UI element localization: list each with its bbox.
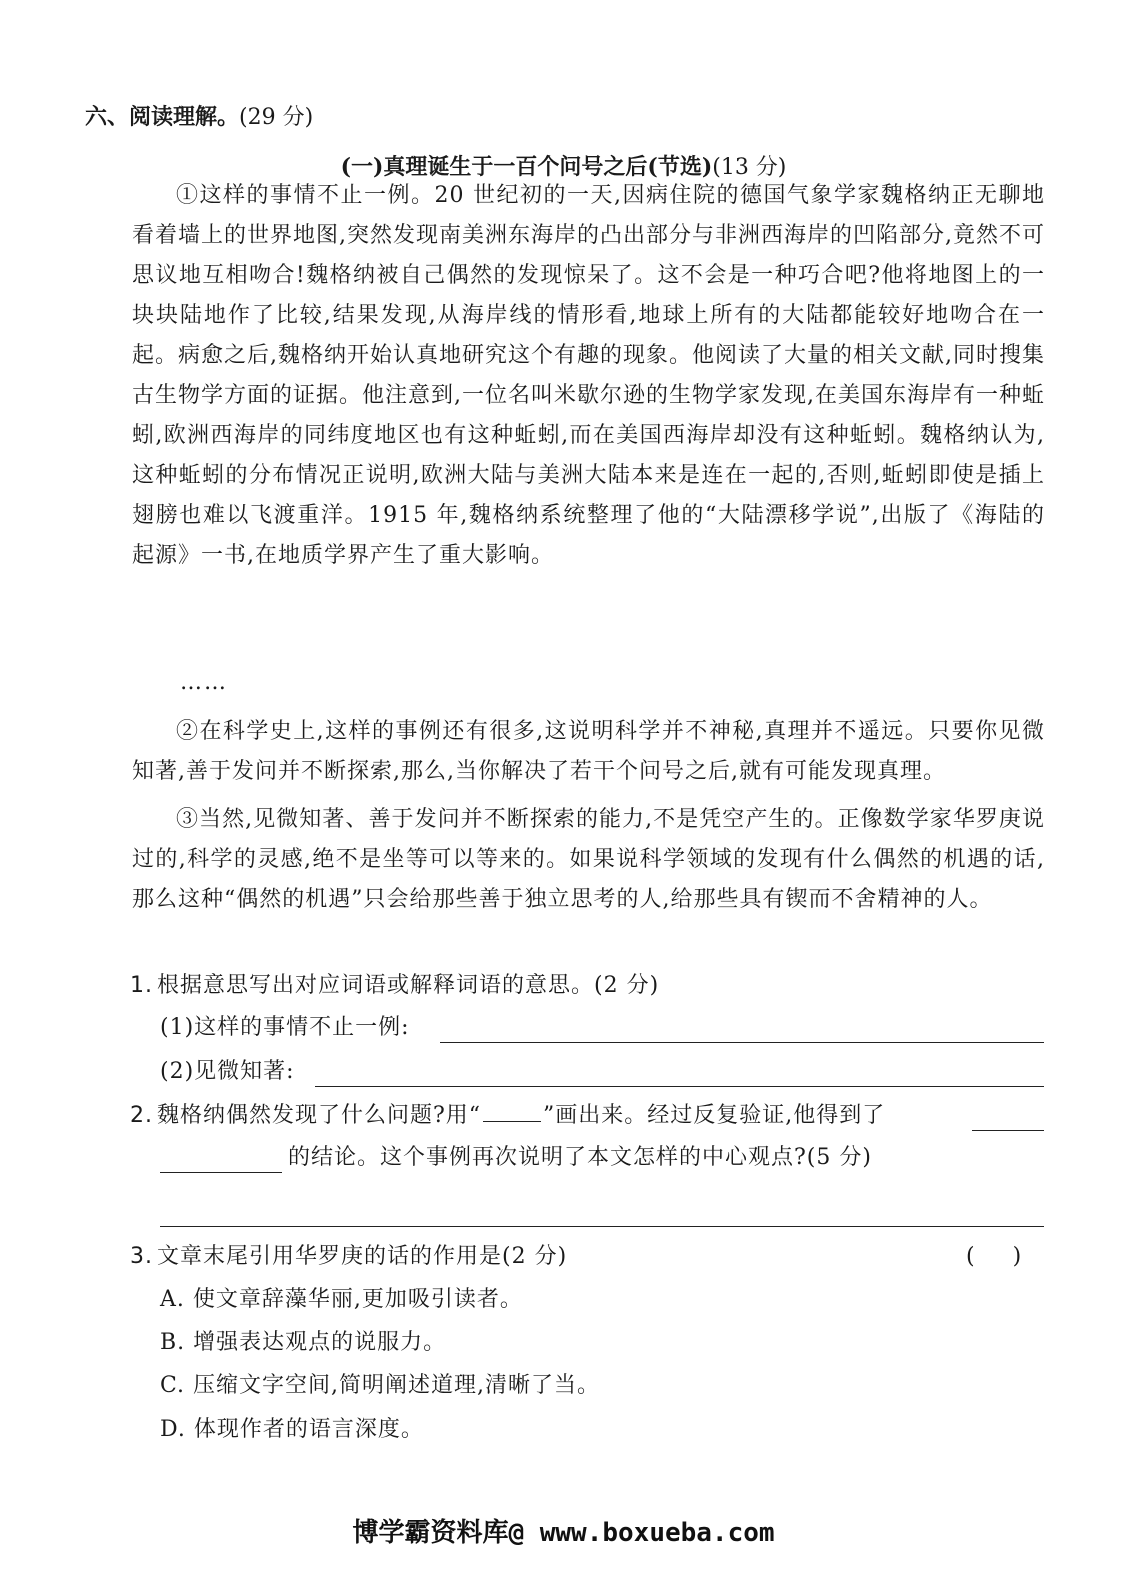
passage-points: (13 分) (712, 155, 787, 180)
question-2 (130, 1096, 885, 1136)
watermark: 博学霸资料库@ www.boxueba.com (352, 1518, 775, 1548)
question-3-text: 文章末尾引用华罗庚的话的作用是(2 分) (157, 1244, 568, 1269)
question-2-number: 2. (130, 1103, 153, 1128)
underline-sample (483, 1099, 541, 1122)
answer-line-2[interactable] (160, 1226, 1044, 1227)
question-3-number: 3. (130, 1244, 153, 1269)
question-1-sub-2: (2)见微知著: (160, 1059, 295, 1084)
question-1-sub-1: (1)这样的事情不止一例: (160, 1015, 410, 1040)
question-2-text-b: ”画出来。经过反复验证,他得到了 (543, 1103, 886, 1128)
question-1-text: 根据意思写出对应词语或解释词语的意思。(2 分) (157, 973, 660, 998)
option-a: A. 使文章辞藻华丽,更加吸引读者。 (160, 1287, 523, 1312)
option-c: C. 压缩文字空间,简明阐述道理,清晰了当。 (160, 1373, 601, 1398)
answer-blank-2-conclusion-a[interactable] (972, 1130, 1044, 1131)
question-1 (130, 966, 659, 1006)
section-title-text: 六、阅读理解。 (85, 104, 240, 130)
question-2-text-c: 的结论。这个事例再次说明了本文怎样的中心观点?(5 分) (288, 1145, 872, 1170)
section-points: (29 分) (239, 105, 314, 130)
passage-title-text: (一)真理诞生于一百个问号之后(节选) (340, 154, 713, 180)
answer-paren-3[interactable]: () (966, 1244, 1060, 1269)
question-1-number: 1. (130, 973, 153, 998)
answer-blank-1-2[interactable] (315, 1086, 1044, 1087)
ellipsis: …… (180, 670, 228, 695)
option-b: B. 增强表达观点的说服力。 (160, 1330, 447, 1355)
question-2-text-a: 魏格纳偶然发现了什么问题?用“ (157, 1103, 482, 1128)
paragraph-2: ②在科学史上,这样的事例还有很多,这说明科学并不神秘,真理并不遥远。只要你见微知著,善于发问并不断探索,那么,当你解决了若干个问号之后,就有可能发现真理。 (132, 719, 1045, 784)
answer-blank-2-conclusion-b[interactable] (160, 1172, 282, 1173)
paragraph-1: ①这样的事情不止一例。20 世纪初的一天,因病住院的德国气象学家魏格纳正无聊地看着墙上的世界地图,突然发现南美洲东海岸的凸出部分与非洲西海岸的凹陷部分,竟然不可思议地互相吻合!魏格纳被自己偶然的发现惊呆了。这不会是一种巧合吧?他将地图上的一块块陆地作了比较,结果发现,从海岸线的情形看,地球上所有的大陆都能较好地吻合在一起。病愈之后,魏格纳开始认真地研究这个有趣的现象。他阅读了大量的相关文献,同时搜集古生物学方面的证据。他注意到,一位名叫米歇尔逊的生物学家发现,在美国东海岸有一种蚯蚓,欧洲西海岸的同纬度地区也有这种蚯蚓,而在美国西海岸却没有这种蚯蚓。魏格纳认为,这种蚯蚓的分布情况正说明,欧洲大陆与美洲大陆本来是连在一起的,否则,蚯蚓即使是插上翅膀也难以飞渡重洋。1915 年,魏格纳系统整理了他的“大陆漂移学说”,出版了《海陆的起源》一书,在地质学界产生了重大影响。 (132, 183, 1045, 568)
paragraph-3: ③当然,见微知著、善于发问并不断探索的能力,不是凭空产生的。正像数学家华罗庚说过的,科学的灵感,绝不是坐等可以等来的。如果说科学领域的发现有什么偶然的机遇的话,那么这种“偶然的机遇”只会给那些善于独立思考的人,给那些具有锲而不舍精神的人。 (132, 807, 1045, 912)
option-d: D. 体现作者的语言深度。 (160, 1417, 424, 1442)
section-title (85, 100, 313, 131)
question-3 (130, 1237, 567, 1277)
answer-blank-1-1[interactable] (440, 1042, 1044, 1043)
